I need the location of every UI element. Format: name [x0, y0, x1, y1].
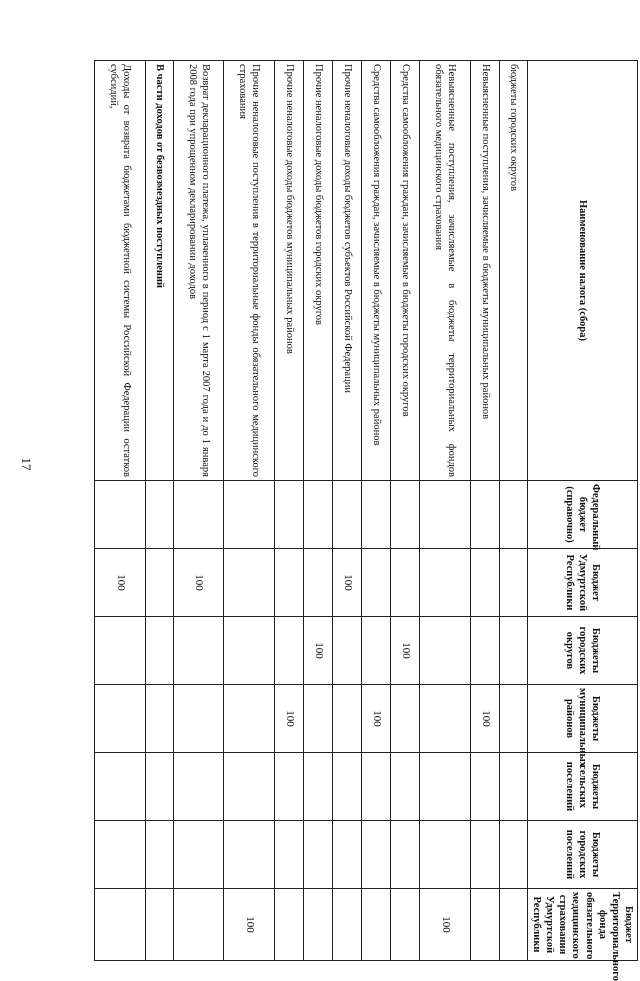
row-value-cell	[173, 889, 224, 961]
row-value-cell	[420, 481, 471, 549]
row-value-cell: 100	[275, 685, 304, 753]
row-value-cell	[362, 549, 391, 617]
row-value-cell	[95, 481, 146, 549]
row-value-cell	[95, 889, 146, 961]
header-city-districts: Бюджеты городских округов	[528, 617, 638, 685]
row-value-cell	[145, 481, 173, 549]
row-value-cell	[500, 685, 528, 753]
row-value-cell	[500, 481, 528, 549]
row-value-cell: 100	[304, 617, 333, 685]
table-row	[304, 61, 333, 961]
row-value-cell	[95, 685, 146, 753]
table-row	[95, 61, 146, 961]
row-value-cell	[333, 821, 362, 889]
table-row	[471, 61, 500, 961]
row-value-cell	[471, 821, 500, 889]
row-value-cell	[95, 821, 146, 889]
row-tax-name: Средства самообложения граждан, зачисляемые в бюджеты муниципальных районов	[362, 61, 391, 481]
row-value-cell	[471, 481, 500, 549]
row-value-cell	[224, 549, 275, 617]
row-value-cell	[362, 821, 391, 889]
table-row	[275, 61, 304, 961]
row-value-cell	[275, 889, 304, 961]
row-value-cell	[500, 821, 528, 889]
row-value-cell	[304, 549, 333, 617]
row-tax-name: Прочие неналоговые доходы бюджетов муниципальных районов	[275, 61, 304, 481]
row-value-cell	[420, 753, 471, 821]
row-value-cell: 100	[224, 889, 275, 961]
table-row	[333, 61, 362, 961]
row-value-cell	[471, 549, 500, 617]
row-value-cell	[145, 549, 173, 617]
row-value-cell	[333, 685, 362, 753]
table-header-row	[528, 61, 638, 961]
row-value-cell: 100	[173, 549, 224, 617]
table-row	[500, 61, 528, 961]
row-value-cell	[145, 821, 173, 889]
row-tax-name: Невыясненные поступления, зачисляемые в бюджеты муниципальных районов	[471, 61, 500, 481]
row-tax-name: Средства самообложения граждан, зачисляемые в бюджеты городских округов	[391, 61, 420, 481]
row-value-cell	[173, 481, 224, 549]
row-value-cell	[95, 617, 146, 685]
row-value-cell	[391, 549, 420, 617]
header-federal-budget: Федеральный бюджет (справочно)	[528, 481, 638, 549]
row-value-cell	[173, 821, 224, 889]
row-value-cell	[391, 821, 420, 889]
row-value-cell	[145, 889, 173, 961]
row-value-cell	[471, 753, 500, 821]
row-value-cell	[333, 617, 362, 685]
row-value-cell	[362, 753, 391, 821]
row-value-cell	[391, 753, 420, 821]
row-tax-name: Доходы от возврата бюджетами бюджетной системы Российской Федерации остатков субсидий,	[95, 61, 146, 481]
row-value-cell	[275, 821, 304, 889]
row-value-cell	[173, 685, 224, 753]
row-value-cell	[333, 753, 362, 821]
row-value-cell	[391, 685, 420, 753]
row-value-cell: 100	[420, 889, 471, 961]
row-value-cell	[420, 821, 471, 889]
row-value-cell: 100	[362, 685, 391, 753]
row-value-cell	[362, 889, 391, 961]
row-value-cell	[391, 481, 420, 549]
table-row	[420, 61, 471, 961]
row-value-cell	[224, 685, 275, 753]
row-value-cell	[500, 889, 528, 961]
rotated-table-container	[94, 60, 638, 981]
row-value-cell	[420, 549, 471, 617]
row-value-cell	[304, 889, 333, 961]
row-value-cell	[304, 821, 333, 889]
table-row	[391, 61, 420, 961]
row-value-cell	[362, 617, 391, 685]
tax-distribution-table	[94, 60, 638, 981]
row-tax-name: Прочие неналоговые доходы бюджетов городских округов	[304, 61, 333, 481]
row-value-cell	[145, 753, 173, 821]
row-value-cell: 100	[391, 617, 420, 685]
row-value-cell	[362, 481, 391, 549]
header-rural-settlements: Бюджеты сельских поселений	[528, 753, 638, 821]
row-value-cell	[391, 889, 420, 961]
header-tax-name: Наименование налога (сбора)	[528, 61, 638, 481]
row-value-cell: 100	[95, 549, 146, 617]
row-value-cell	[224, 821, 275, 889]
row-value-cell	[420, 685, 471, 753]
row-value-cell	[173, 753, 224, 821]
row-value-cell	[145, 617, 173, 685]
row-value-cell	[500, 753, 528, 821]
row-value-cell	[333, 481, 362, 549]
row-value-cell	[471, 617, 500, 685]
row-value-cell	[275, 549, 304, 617]
row-tax-name: Возврат декларационного платежа, уплаченного в период с 1 марта 2007 года и до 1 января 2008 года при упрощенном декларировании доходов	[173, 61, 224, 481]
row-value-cell	[275, 753, 304, 821]
row-value-cell	[304, 481, 333, 549]
table-row	[173, 61, 224, 961]
header-medical-insurance-fund: Бюджет Территориального фонда обязательного медицинского страхования Удмуртской Республики	[528, 889, 638, 961]
row-tax-name: Невыясненные поступления, зачисляемые в бюджеты территориальных фондов обязательного медицинского страхования	[420, 61, 471, 481]
row-value-cell	[304, 685, 333, 753]
table-body	[95, 61, 528, 961]
row-value-cell	[224, 617, 275, 685]
row-tax-name: Прочие неналоговые поступления в территориальные фонды обязательного медицинского страхования	[224, 61, 275, 481]
row-value-cell	[224, 481, 275, 549]
row-tax-name: бюджеты городских округов	[500, 61, 528, 481]
row-value-cell	[275, 481, 304, 549]
header-municipal-districts: Бюджеты муниципальных районов	[528, 685, 638, 753]
table-row	[145, 61, 173, 961]
row-value-cell	[224, 753, 275, 821]
row-value-cell: 100	[471, 685, 500, 753]
row-value-cell	[471, 889, 500, 961]
row-value-cell: 100	[333, 549, 362, 617]
header-urban-settlements: Бюджеты городских поселений	[528, 821, 638, 889]
row-value-cell	[173, 617, 224, 685]
row-value-cell	[500, 617, 528, 685]
row-tax-name: В части доходов от безвозмездных поступлений	[145, 61, 173, 481]
row-value-cell	[145, 685, 173, 753]
row-value-cell	[304, 753, 333, 821]
row-value-cell	[500, 549, 528, 617]
row-value-cell	[420, 617, 471, 685]
page-number: 17	[19, 457, 34, 471]
table-row	[224, 61, 275, 961]
row-tax-name: Прочие неналоговые доходы бюджетов субъектов Российской Федерации	[333, 61, 362, 481]
table-row	[362, 61, 391, 961]
header-udmurt-budget: Бюджет Удмуртской Республики	[528, 549, 638, 617]
row-value-cell	[275, 617, 304, 685]
row-value-cell	[333, 889, 362, 961]
row-value-cell	[95, 753, 146, 821]
